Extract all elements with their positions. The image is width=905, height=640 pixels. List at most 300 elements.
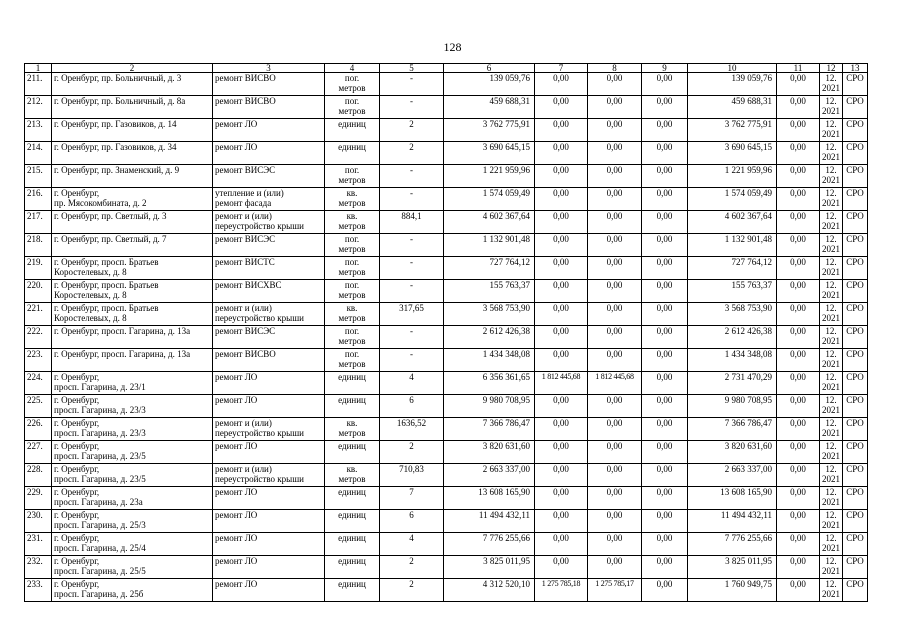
deadline-cell: [820, 188, 843, 211]
table-row: [25, 349, 868, 372]
address-cell-line: г. Оренбург,: [54, 418, 100, 428]
quantity-cell: [380, 441, 444, 464]
deadline-cell-line: 2021: [822, 290, 840, 300]
total-cost-cell: [444, 487, 535, 510]
deadline-cell-line: 12.: [825, 441, 837, 451]
deadline-cell-line: 12.: [825, 579, 837, 589]
col7-cell: [535, 73, 588, 96]
col7-cell-line: 0,00: [553, 326, 569, 336]
row-number-cell: [25, 119, 52, 142]
col10-cell: [688, 165, 777, 188]
col11-cell: [777, 234, 820, 257]
col11-cell: [777, 211, 820, 234]
total-cost-cell-line: 1 574 059,49: [482, 188, 530, 198]
quantity-cell: [380, 349, 444, 372]
row-number-cell: [25, 257, 52, 280]
table-row: [25, 257, 868, 280]
col11-cell: [777, 441, 820, 464]
unit-cell-line: кв.: [346, 188, 358, 198]
table-row: [25, 326, 868, 349]
col11-cell: [777, 280, 820, 303]
row-number-cell: [25, 395, 52, 418]
source-cell-line: СРО: [846, 326, 864, 336]
col9-cell-line: 0,00: [656, 119, 673, 129]
col10-cell: [688, 326, 777, 349]
col8-cell: [588, 280, 642, 303]
col9-cell: [642, 487, 688, 510]
col11-cell-line: 0,00: [790, 510, 806, 520]
col9-cell-line: 0,00: [656, 579, 673, 589]
deadline-cell: [820, 349, 843, 372]
work-type-cell-line: ремонт ЛО: [215, 119, 258, 129]
column-number-9: 9: [642, 64, 688, 73]
address-cell-line: г. Оренбург, пр. Газовиков, д. 14: [54, 119, 177, 129]
work-type-cell: [213, 188, 325, 211]
col10-cell-line: 727 764,12: [731, 257, 772, 267]
col10-cell: [688, 303, 777, 326]
col7-cell: [535, 533, 588, 556]
col11-cell-line: 0,00: [790, 556, 806, 566]
work-type-cell-line: ремонт ВИСЭС: [215, 234, 276, 244]
col11-cell: [777, 533, 820, 556]
source-cell-line: СРО: [846, 142, 864, 152]
address-cell-line: Коростелевых, д. 8: [54, 267, 127, 277]
address-cell-line: просп. Гагарина, д. 23/1: [54, 382, 146, 392]
work-type-cell-line: ремонт и (или): [215, 211, 272, 221]
unit-cell-line: пог.: [344, 165, 360, 175]
unit-cell-line: единиц: [338, 533, 366, 543]
quantity-cell-line: -: [410, 234, 413, 244]
col11-cell: [777, 73, 820, 96]
col10-cell: [688, 142, 777, 165]
quantity-cell: [380, 188, 444, 211]
col7-cell-line: 0,00: [553, 441, 569, 451]
source-cell-line: СРО: [846, 188, 864, 198]
col11-cell-line: 0,00: [790, 234, 806, 244]
col9-cell-line: 0,00: [656, 303, 673, 313]
col8-cell-line: 0,00: [606, 487, 623, 497]
address-cell-line: г. Оренбург, пр. Газовиков, д. 34: [54, 142, 177, 152]
unit-cell-line: метров: [338, 198, 366, 208]
total-cost-cell-line: 1 221 959,96: [482, 165, 530, 175]
address-cell-line: просп. Гагарина, д. 23/3: [54, 428, 146, 438]
total-cost-cell-line: 139 059,76: [489, 73, 530, 83]
col8-cell-line: 0,00: [606, 257, 623, 267]
quantity-cell-line: 2: [409, 119, 414, 129]
col7-cell-line: 0,00: [553, 257, 569, 267]
deadline-cell-line: 2021: [822, 313, 840, 323]
row-number-cell: [25, 303, 52, 326]
quantity-cell: [380, 510, 444, 533]
col9-cell-line: 0,00: [656, 487, 673, 497]
unit-cell-line: единиц: [338, 579, 366, 589]
total-cost-cell: [444, 211, 535, 234]
quantity-cell-line: -: [410, 188, 413, 198]
quantity-cell-line: 2: [409, 142, 414, 152]
col10-cell: [688, 119, 777, 142]
col10-cell-line: 1 760 949,75: [724, 579, 772, 589]
address-cell-line: просп. Гагарина, д. 23/5: [54, 474, 146, 484]
address-cell-line: просп. Гагарина, д. 25/5: [54, 566, 146, 576]
col9-cell-line: 0,00: [656, 96, 673, 106]
col8-cell-line: 0,00: [606, 510, 623, 520]
unit-cell: [325, 96, 380, 119]
col10-cell-line: 3 820 631,60: [724, 441, 772, 451]
table-row: [25, 96, 868, 119]
deadline-cell-line: 2021: [822, 566, 840, 576]
source-cell: [843, 303, 868, 326]
row-number-cell-line: 229.: [27, 487, 43, 497]
col8-cell: [588, 579, 642, 602]
col8-cell-line: 1 812 445,68: [595, 372, 634, 381]
col9-cell: [642, 533, 688, 556]
col11-cell-line: 0,00: [790, 142, 806, 152]
source-cell: [843, 96, 868, 119]
source-cell: [843, 73, 868, 96]
col10-cell: [688, 73, 777, 96]
column-number-6: 6: [444, 64, 535, 73]
deadline-cell-line: 12.: [825, 326, 837, 336]
row-number-cell-line: 215.: [27, 165, 43, 175]
source-cell-line: СРО: [846, 556, 864, 566]
col8-cell-line: 0,00: [606, 556, 623, 566]
deadline-cell-line: 12.: [825, 487, 837, 497]
deadline-cell: [820, 142, 843, 165]
work-type-cell-line: ремонт и (или): [215, 464, 272, 474]
source-cell: [843, 372, 868, 395]
address-cell: [52, 142, 213, 165]
unit-cell-line: метров: [338, 359, 366, 369]
deadline-cell: [820, 372, 843, 395]
col8-cell-line: 0,00: [606, 211, 623, 221]
col7-cell-line: 0,00: [553, 73, 569, 83]
col7-cell-line: 0,00: [553, 211, 569, 221]
deadline-cell-line: 12.: [825, 211, 837, 221]
address-cell: [52, 441, 213, 464]
quantity-cell: [380, 303, 444, 326]
col7-cell: [535, 280, 588, 303]
row-number-cell-line: 218.: [27, 234, 43, 244]
total-cost-cell: [444, 257, 535, 280]
col7-cell-line: 0,00: [553, 165, 569, 175]
row-number-cell: [25, 556, 52, 579]
unit-cell: [325, 326, 380, 349]
col7-cell: [535, 211, 588, 234]
unit-cell: [325, 395, 380, 418]
row-number-cell: [25, 349, 52, 372]
col7-cell: [535, 441, 588, 464]
deadline-cell: [820, 441, 843, 464]
source-cell-line: СРО: [846, 533, 864, 543]
col9-cell: [642, 510, 688, 533]
col10-cell-line: 3 690 645,15: [724, 142, 772, 152]
col7-cell-line: 0,00: [553, 349, 569, 359]
col9-cell-line: 0,00: [656, 510, 673, 520]
column-number-10: 10: [688, 64, 777, 73]
source-cell: [843, 257, 868, 280]
col10-cell: [688, 487, 777, 510]
col8-cell-line: 0,00: [606, 96, 623, 106]
deadline-cell-line: 2021: [822, 175, 840, 185]
work-type-cell-line: переустройство крыши: [215, 474, 304, 484]
work-type-cell-line: ремонт и (или): [215, 418, 272, 428]
work-type-cell: [213, 119, 325, 142]
col10-cell-line: 1 434 348,08: [724, 349, 772, 359]
col9-cell-line: 0,00: [656, 73, 673, 83]
deadline-cell: [820, 579, 843, 602]
address-cell-line: просп. Гагарина, д. 23/3: [54, 405, 146, 415]
work-type-cell: [213, 372, 325, 395]
col9-cell-line: 0,00: [656, 188, 673, 198]
unit-cell-line: пог.: [344, 257, 360, 267]
col11-cell: [777, 510, 820, 533]
total-cost-cell: [444, 349, 535, 372]
total-cost-cell-line: 459 688,31: [489, 96, 530, 106]
address-cell: [52, 533, 213, 556]
deadline-cell-line: 12.: [825, 395, 837, 405]
col10-cell: [688, 349, 777, 372]
total-cost-cell-line: 7 776 255,66: [482, 533, 530, 543]
total-cost-cell-line: 11 494 432,11: [478, 510, 530, 520]
work-type-cell: [213, 487, 325, 510]
address-cell-line: г. Оренбург, пр. Больничный, д. 8а: [54, 96, 186, 106]
quantity-cell-line: -: [410, 96, 413, 106]
work-type-cell: [213, 73, 325, 96]
source-cell: [843, 510, 868, 533]
col7-cell-line: 0,00: [553, 464, 569, 474]
column-number-8: 8: [588, 64, 642, 73]
row-number-cell-line: 211.: [27, 73, 43, 83]
col8-cell: [588, 257, 642, 280]
col9-cell: [642, 119, 688, 142]
work-type-cell-line: ремонт ВИСЭС: [215, 326, 276, 336]
col10-cell-line: 7 366 786,47: [724, 418, 772, 428]
col11-cell: [777, 96, 820, 119]
col9-cell: [642, 188, 688, 211]
work-type-cell: [213, 533, 325, 556]
col8-cell: [588, 119, 642, 142]
total-cost-cell: [444, 464, 535, 487]
col7-cell: [535, 510, 588, 533]
deadline-cell-line: 2021: [822, 221, 840, 231]
unit-cell-line: метров: [338, 244, 366, 254]
col9-cell: [642, 372, 688, 395]
col10-cell: [688, 464, 777, 487]
address-cell-line: просп. Гагарина, д. 25б: [54, 589, 144, 599]
deadline-cell-line: 2021: [822, 520, 840, 530]
col7-cell: [535, 303, 588, 326]
total-cost-cell: [444, 188, 535, 211]
col8-cell: [588, 464, 642, 487]
col11-cell-line: 0,00: [790, 165, 806, 175]
total-cost-cell: [444, 533, 535, 556]
row-number-cell: [25, 464, 52, 487]
source-cell-line: СРО: [846, 579, 864, 589]
col7-cell-line: 0,00: [553, 96, 569, 106]
deadline-cell: [820, 533, 843, 556]
col11-cell-line: 0,00: [790, 96, 806, 106]
col10-cell: [688, 556, 777, 579]
deadline-cell-line: 2021: [822, 244, 840, 254]
source-cell-line: СРО: [846, 165, 864, 175]
col11-cell-line: 0,00: [790, 211, 806, 221]
col7-cell: [535, 464, 588, 487]
source-cell: [843, 326, 868, 349]
row-number-cell: [25, 165, 52, 188]
total-cost-cell-line: 6 356 361,65: [482, 372, 530, 382]
row-number-cell-line: 227.: [27, 441, 43, 451]
unit-cell: [325, 188, 380, 211]
unit-cell: [325, 418, 380, 441]
total-cost-cell: [444, 303, 535, 326]
table-row: [25, 188, 868, 211]
unit-cell: [325, 211, 380, 234]
row-number-cell-line: 212.: [27, 96, 43, 106]
col7-cell-line: 0,00: [553, 280, 569, 290]
row-number-cell-line: 216.: [27, 188, 43, 198]
col7-cell: [535, 372, 588, 395]
unit-cell-line: метров: [338, 474, 366, 484]
work-type-cell: [213, 280, 325, 303]
unit-cell: [325, 372, 380, 395]
deadline-cell: [820, 280, 843, 303]
deadline-cell-line: 12.: [825, 234, 837, 244]
table-row: [25, 510, 868, 533]
column-number-7: 7: [535, 64, 588, 73]
col8-cell: [588, 395, 642, 418]
quantity-cell: [380, 257, 444, 280]
col11-cell: [777, 165, 820, 188]
work-type-cell: [213, 441, 325, 464]
total-cost-cell: [444, 579, 535, 602]
table-row: [25, 73, 868, 96]
col11-cell-line: 0,00: [790, 464, 806, 474]
deadline-cell: [820, 395, 843, 418]
col10-cell-line: 13 608 165,90: [720, 487, 772, 497]
column-number-13: 13: [843, 64, 868, 73]
total-cost-cell-line: 4 602 367,64: [482, 211, 530, 221]
address-cell: [52, 510, 213, 533]
row-number-cell-line: 231.: [27, 533, 43, 543]
column-number-2: 2: [52, 64, 213, 73]
quantity-cell: [380, 579, 444, 602]
row-number-cell-line: 222.: [27, 326, 43, 336]
unit-cell: [325, 487, 380, 510]
col9-cell: [642, 349, 688, 372]
source-cell: [843, 280, 868, 303]
col9-cell: [642, 96, 688, 119]
work-type-cell: [213, 257, 325, 280]
col7-cell: [535, 349, 588, 372]
address-cell: [52, 165, 213, 188]
col7-cell: [535, 326, 588, 349]
address-cell-line: г. Оренбург, пр. Светлый, д. 7: [54, 234, 167, 244]
work-type-cell-line: ремонт ВИСТС: [215, 257, 275, 267]
table-row: [25, 211, 868, 234]
source-cell-line: СРО: [846, 280, 864, 290]
row-number-cell-line: 220.: [27, 280, 43, 290]
source-cell: [843, 234, 868, 257]
source-cell-line: СРО: [846, 510, 864, 520]
total-cost-cell-line: 1 132 901,48: [482, 234, 530, 244]
deadline-cell-line: 2021: [822, 497, 840, 507]
table-row: [25, 395, 868, 418]
col10-cell-line: 3 568 753,90: [724, 303, 772, 313]
quantity-cell: [380, 395, 444, 418]
total-cost-cell-line: 7 366 786,47: [482, 418, 530, 428]
quantity-cell-line: -: [410, 280, 413, 290]
col8-cell: [588, 372, 642, 395]
work-type-cell-line: ремонт ЛО: [215, 441, 258, 451]
col11-cell-line: 0,00: [790, 579, 806, 589]
row-number-cell-line: 224.: [27, 372, 43, 382]
col8-cell: [588, 533, 642, 556]
address-cell-line: г. Оренбург,: [54, 441, 100, 451]
col8-cell-line: 0,00: [606, 280, 623, 290]
source-cell: [843, 395, 868, 418]
address-cell: [52, 464, 213, 487]
table-row: [25, 464, 868, 487]
work-type-cell-line: ремонт ЛО: [215, 487, 258, 497]
deadline-cell-line: 2021: [822, 336, 840, 346]
col9-cell-line: 0,00: [656, 349, 673, 359]
source-cell: [843, 533, 868, 556]
deadline-cell-line: 12.: [825, 165, 837, 175]
work-type-cell: [213, 395, 325, 418]
column-number-12: 12: [820, 64, 843, 73]
col9-cell-line: 0,00: [656, 326, 673, 336]
col8-cell-line: 0,00: [606, 418, 623, 428]
quantity-cell: [380, 119, 444, 142]
quantity-cell-line: 1636,52: [396, 418, 427, 428]
total-cost-cell: [444, 395, 535, 418]
col8-cell: [588, 303, 642, 326]
total-cost-cell: [444, 372, 535, 395]
address-cell: [52, 372, 213, 395]
col10-cell-line: 1 132 901,48: [724, 234, 772, 244]
total-cost-cell-line: 1 434 348,08: [482, 349, 530, 359]
source-cell-line: СРО: [846, 464, 864, 474]
table-row: [25, 579, 868, 602]
deadline-cell-line: 12.: [825, 510, 837, 520]
total-cost-cell-line: 3 825 011,95: [483, 556, 530, 566]
row-number-cell: [25, 441, 52, 464]
unit-cell: [325, 142, 380, 165]
deadline-cell-line: 12.: [825, 142, 837, 152]
total-cost-cell: [444, 510, 535, 533]
col10-cell: [688, 510, 777, 533]
row-number-cell: [25, 280, 52, 303]
deadline-cell-line: 2021: [822, 428, 840, 438]
unit-cell-line: кв.: [346, 303, 358, 313]
address-cell: [52, 349, 213, 372]
col11-cell: [777, 372, 820, 395]
source-cell: [843, 579, 868, 602]
col10-cell-line: 139 059,76: [731, 73, 772, 83]
row-number-cell: [25, 487, 52, 510]
column-number-5: 5: [380, 64, 444, 73]
col10-cell-line: 9 980 708,95: [724, 395, 772, 405]
column-number-row: [25, 64, 868, 73]
source-cell: [843, 119, 868, 142]
deadline-cell-line: 2021: [822, 83, 840, 93]
source-cell-line: СРО: [846, 96, 864, 106]
unit-cell: [325, 165, 380, 188]
column-number-1: 1: [25, 64, 52, 73]
unit-cell: [325, 73, 380, 96]
col9-cell: [642, 142, 688, 165]
col8-cell: [588, 142, 642, 165]
